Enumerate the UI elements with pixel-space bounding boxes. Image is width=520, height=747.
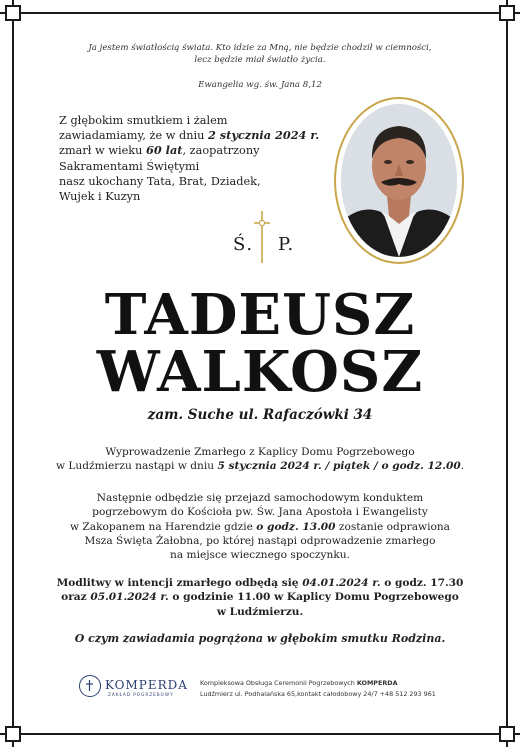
cross-icon [252, 211, 272, 263]
death-date: 2 stycznia 2024 r. [207, 128, 320, 143]
quote-line: Ja jestem światłością świata. Kto idzie za Mną, nie będzie chodził w ciemności, [88, 43, 432, 53]
bible-quote [0, 42, 520, 66]
portrait-photo [341, 104, 457, 257]
age: 60 lat [146, 143, 183, 158]
intro-line: Z głębokim smutkiem i żalem [59, 114, 228, 127]
funeral-home-subtitle: ZAKŁAD POGRZEBOWY [108, 692, 174, 697]
quote-line: lecz będzie miał światło życia. [194, 55, 326, 65]
sp-p: P. [278, 234, 295, 255]
portrait-illustration [341, 104, 457, 257]
family-closing: O czym zawiadamia pogrążona w głębokim smutku Rodzina. [74, 632, 446, 645]
deceased-last-name: WALKOSZ [96, 339, 424, 405]
corner-ornament [5, 5, 21, 21]
funeral-procession-info: Wyprowadzenie Zmarłego z Kaplicy Domu Pogrzebowego w Ludźmierzu nastąpi w dniu 5 stycznia 2024 r. / piątek / o godz. 12.00. [55, 446, 465, 473]
intro-line: zawiadamiamy, że w dniu 2 stycznia 2024 r. [59, 128, 320, 143]
funeral-home-contact: Kompleksowa Obsługa Ceremonii Pogrzebowych KOMPERDA Ludźmierz ul. Podhalańska 65,kontakt całodobowy 24/7 +48 512 293 961 [200, 679, 436, 698]
prayer-date-1: 04.01.2024 r. [302, 577, 381, 589]
mass-time: o godz. 13.00 [256, 520, 336, 533]
intro-line: zmarł w wieku 60 lat, zaopatrzony [59, 143, 260, 158]
address: zam. Suche ul. Rafaczówki 34 [147, 407, 373, 423]
intro-line: Sakramentami Świętymi [59, 159, 200, 173]
prayer-date-2: 05.01.2024 r. [90, 591, 169, 604]
top-frame-line [0, 12, 520, 14]
announcement-intro [59, 113, 339, 204]
sp-s: Ś. [233, 234, 254, 255]
corner-ornament [499, 5, 515, 21]
prayer-info: Modlitwy w intencji zmarłego odbędą się 04.01.2024 r. o godz. 17.30 oraz 05.01.2024 r. o godzinie 11.00 w Kaplicy Domu Pogrzebowego w Ludźmierzu. [56, 577, 464, 618]
funeral-home-logo-icon [79, 675, 101, 697]
intro-line: nasz ukochany Tata, Brat, Dziadek, [59, 174, 261, 188]
bottom-frame-line [0, 733, 520, 735]
quote-source: Ewangelia wg. św. Jana 8,12 [198, 80, 322, 90]
intro-line: Wujek i Kuzyn [59, 190, 141, 204]
deceased-first-name: TADEUSZ [104, 282, 416, 348]
funeral-home-brand: KOMPERDA [105, 678, 188, 692]
funeral-mass-info: Następnie odbędzie się przejazd samochodowym konduktem pogrzebowym do Kościoła pw. Św. Jana Apostoła i Ewangelisty w Zakopanem na Harendzie gdzie o godz. 13.00 zostanie odprawiona Msza Święta Żałobna, po której nastąpi odprowadzenie zmarłego na miejsce wiecznego spoczynku. [70, 492, 450, 562]
corner-ornament [5, 726, 21, 742]
procession-date-time: 5 stycznia 2024 r. / piątek / o godz. 12.00 [217, 460, 461, 473]
corner-ornament [499, 726, 515, 742]
